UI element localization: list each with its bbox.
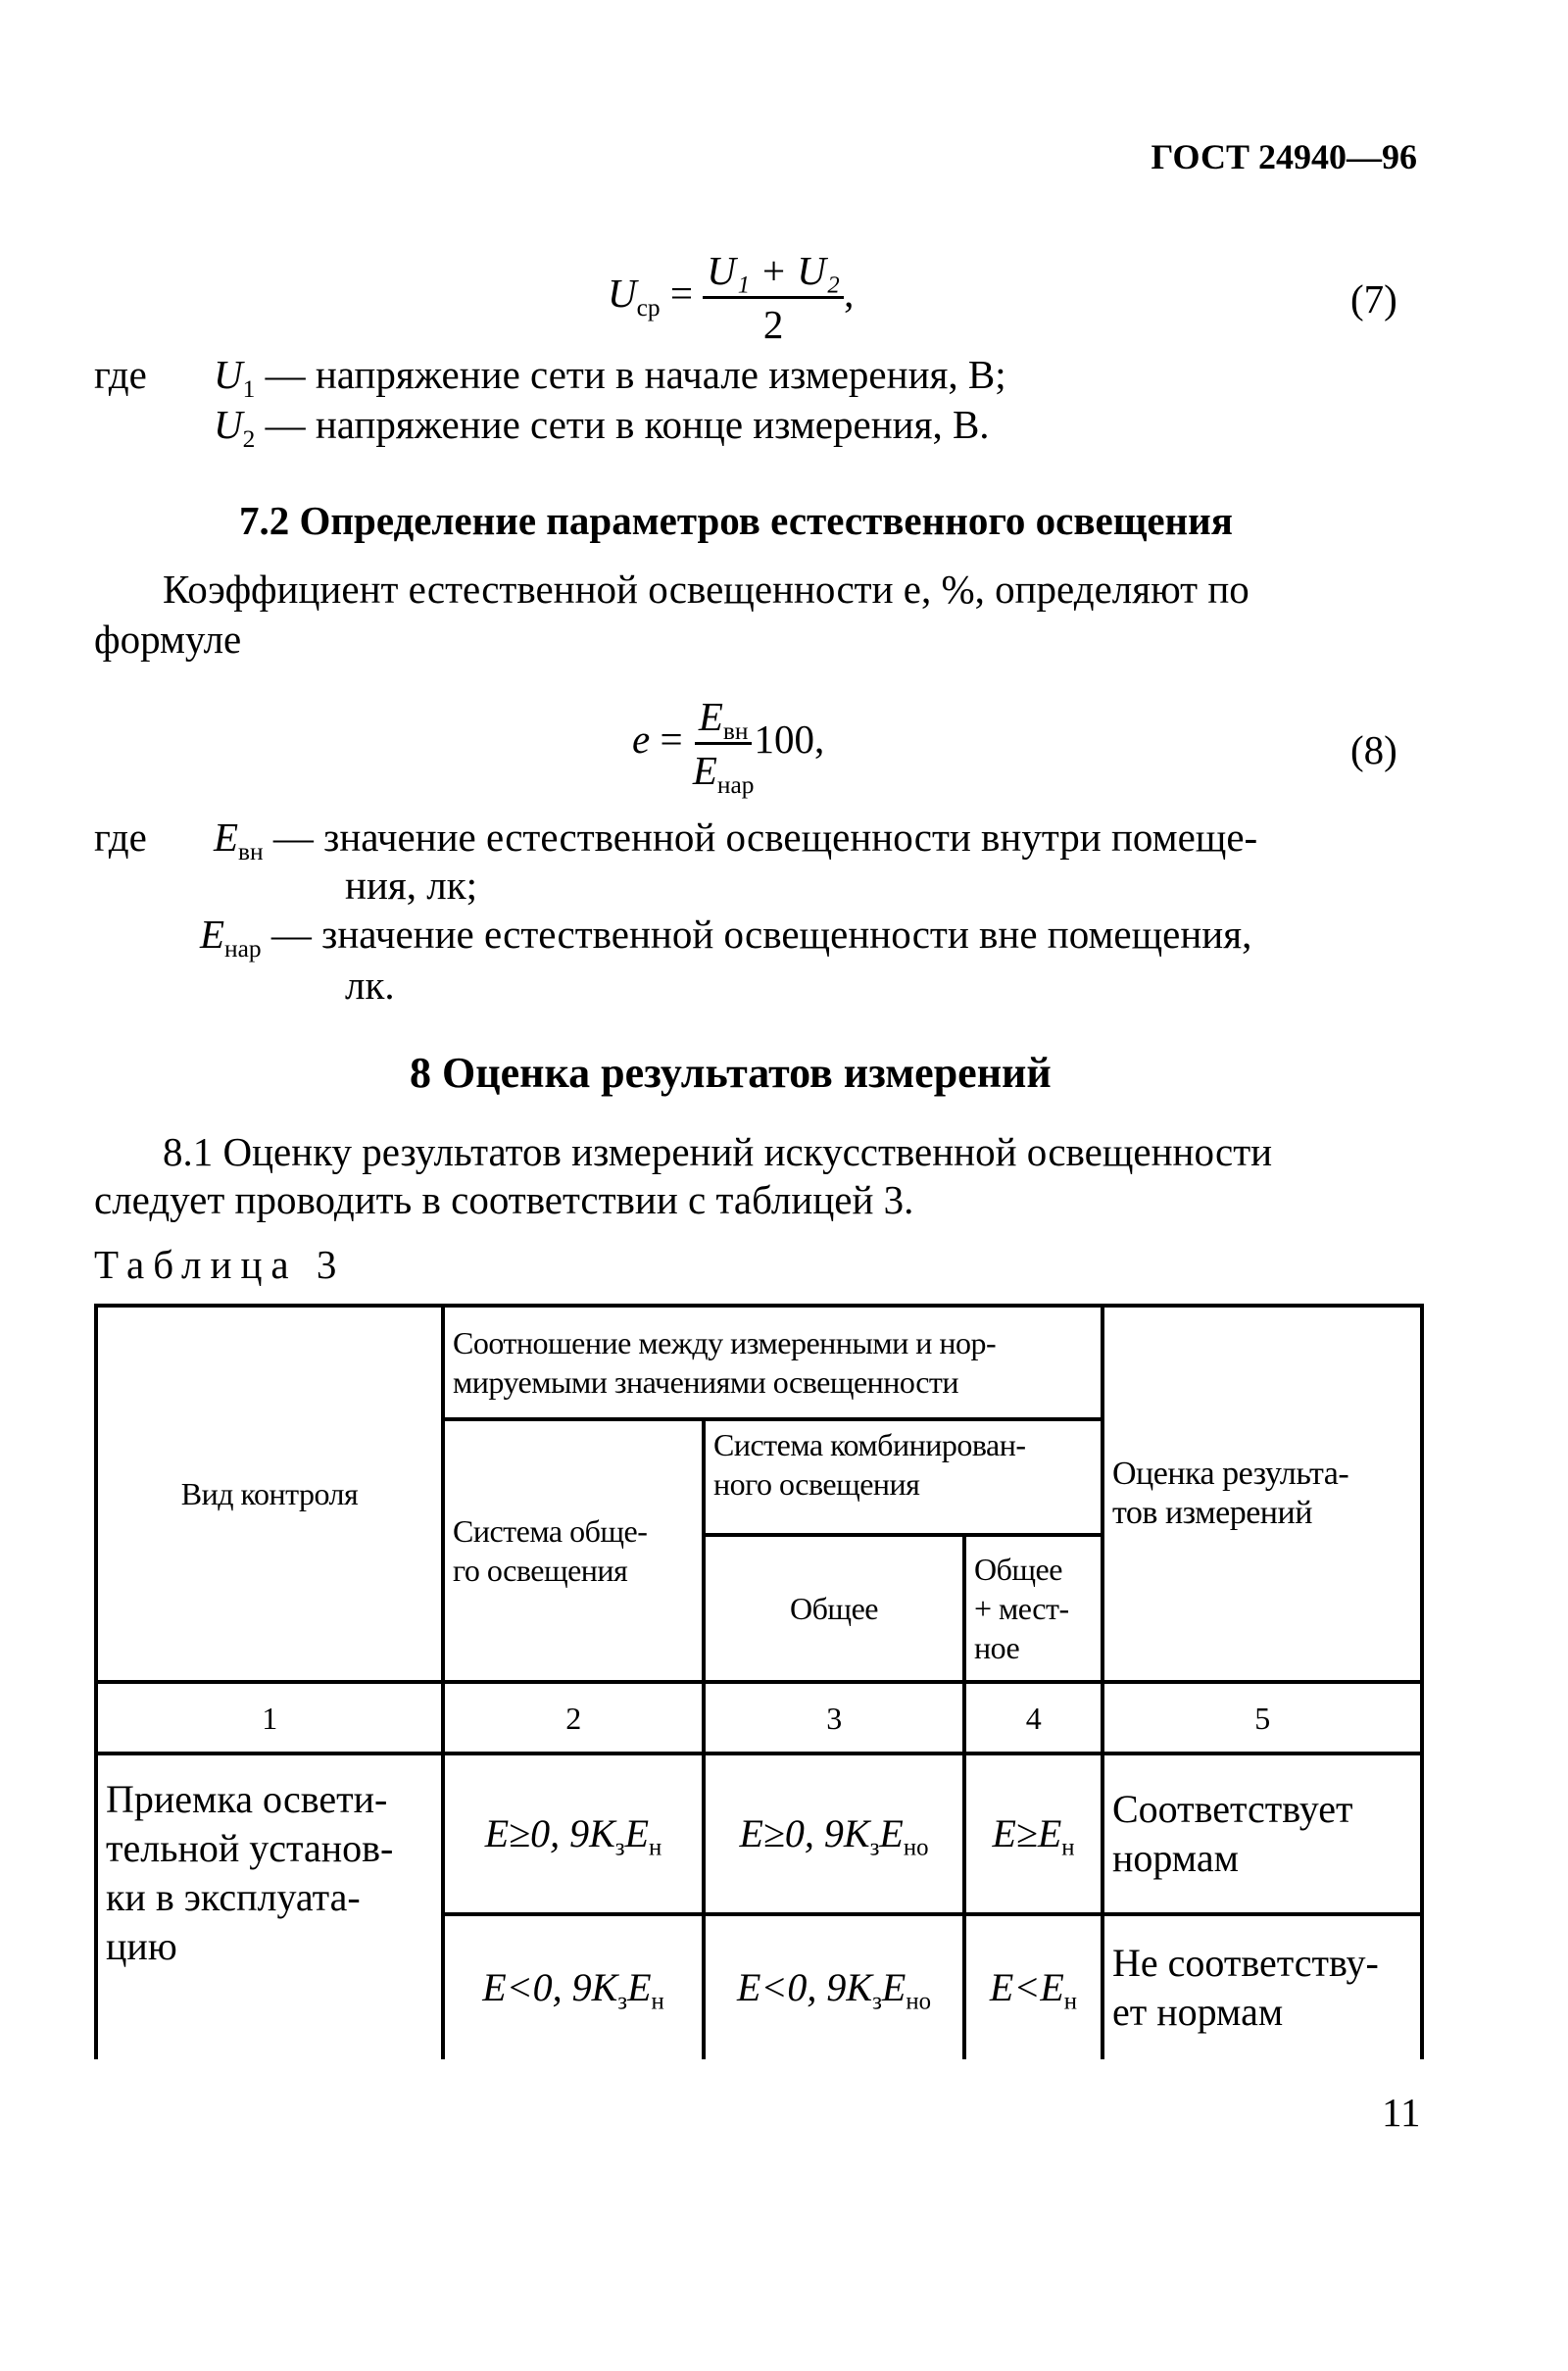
page-number: 11	[1382, 2090, 1421, 2135]
formula-7	[608, 245, 854, 350]
expr: E<0, 9K	[482, 1965, 618, 2009]
sub: з	[869, 1834, 880, 1861]
header-ratio: Соотношение между измеренными и нор- мируемыми значениями освещенности	[443, 1306, 1102, 1419]
where-item	[200, 910, 1252, 963]
expr: E	[879, 1811, 904, 1855]
row-label: Приемка освети- тельной установ- ки в эксплуата- цию	[96, 1754, 443, 2059]
formula-tail: ,	[844, 270, 855, 316]
column-number: 1	[96, 1682, 443, 1754]
definition: — значение естественной освещенности внутри помеще-	[272, 815, 1258, 860]
formula-tail: 100,	[754, 716, 825, 762]
column-number: 4	[964, 1682, 1102, 1754]
sub: н	[1061, 1834, 1075, 1861]
numerator: U₁ + U₂	[703, 245, 844, 299]
subscript: нар	[716, 770, 755, 799]
column-number: 5	[1102, 1682, 1422, 1754]
expr: E≥0, 9K	[739, 1811, 870, 1855]
header-control-type: Вид контроля	[96, 1306, 443, 1682]
symbol: U	[214, 352, 243, 397]
expr: E<E	[989, 1965, 1064, 2009]
header-combined-system: Система комбинирован- ного освещения	[704, 1419, 1102, 1535]
cell-combined-general	[704, 1914, 964, 2059]
definition-continuation: лк.	[345, 963, 395, 1008]
section-heading-8: 8 Оценка результатов измерений	[410, 1049, 1052, 1097]
sub: н	[651, 1988, 664, 2015]
fraction	[692, 691, 755, 799]
denominator	[692, 745, 755, 799]
where-item	[214, 813, 1258, 865]
column-number: 2	[443, 1682, 704, 1754]
header-general-local: Общее + мест- ное	[964, 1535, 1102, 1682]
sub: н	[1063, 1988, 1078, 2015]
formula-eq: =	[650, 716, 693, 762]
formula-symbol: U	[608, 270, 637, 316]
formula-symbol: e	[632, 716, 651, 762]
sub: н	[649, 1834, 662, 1861]
table-caption: Таблица 3	[94, 1242, 346, 1287]
paragraph-line: формуле	[94, 617, 242, 662]
symbol: E	[698, 694, 723, 739]
cell-combined-general	[704, 1754, 964, 1914]
cell-result: Не соответству- ет нормам	[1102, 1914, 1422, 2059]
sub: з	[617, 1988, 628, 2015]
numerator	[695, 691, 753, 745]
document-id-header: ГОСТ 24940—96	[1151, 137, 1417, 176]
definition: — значение естественной освещенности вне помещения,	[270, 912, 1252, 957]
formula-8	[632, 691, 825, 799]
where-item	[214, 400, 990, 453]
paragraph-line: Коэффициент естественной освещенности e, %, определяют по	[163, 567, 1250, 612]
cell-combined-local	[964, 1914, 1102, 2059]
formula-number-7: (7)	[1350, 276, 1397, 321]
expr: E≥0, 9K	[484, 1811, 615, 1855]
paragraph-line: следует проводить в соответствии с таблицей 3.	[94, 1177, 914, 1222]
formula-subscript: ср	[636, 293, 661, 321]
subscript: вн	[722, 716, 749, 745]
where-label: где	[94, 815, 147, 860]
header-result: Оценка результа- тов измерений	[1102, 1306, 1422, 1682]
symbol: E	[692, 748, 717, 793]
sub: з	[872, 1988, 882, 2015]
sub: з	[614, 1834, 625, 1861]
cell-combined-local	[964, 1754, 1102, 1914]
cell-result: Соответствует нормам	[1102, 1754, 1422, 1914]
where-label: где	[94, 352, 147, 397]
sub: но	[903, 1834, 929, 1861]
table-3	[94, 1304, 1424, 2059]
symbol: E	[214, 815, 239, 860]
sub: но	[906, 1988, 931, 2015]
where-item	[214, 350, 1006, 403]
formula-eq: =	[660, 270, 704, 316]
fraction	[703, 245, 844, 350]
symbol-subscript: 1	[242, 374, 256, 403]
symbol: U	[214, 402, 243, 447]
cell-general	[443, 1914, 704, 2059]
expr: E≥E	[992, 1811, 1062, 1855]
definition: — напряжение сети в начале измерения, В;	[265, 352, 1006, 397]
header-general: Общее	[704, 1535, 964, 1682]
definition-continuation: ния, лк;	[345, 863, 478, 908]
symbol-subscript: вн	[238, 837, 264, 865]
symbol-subscript: 2	[242, 424, 256, 453]
cell-general	[443, 1754, 704, 1914]
header-general-system: Система обще- го освещения	[443, 1419, 704, 1682]
expr: E	[624, 1811, 650, 1855]
expr: E<0, 9K	[736, 1965, 873, 2009]
definition: — напряжение сети в конце измерения, В.	[265, 402, 990, 447]
table-row	[96, 1754, 1422, 1914]
expr: E	[881, 1965, 906, 2009]
section-heading-7-2: 7.2 Определение параметров естественного освещения	[239, 498, 1233, 543]
formula-number-8: (8)	[1350, 727, 1397, 772]
denominator: 2	[762, 302, 784, 347]
expr: E	[627, 1965, 652, 2009]
symbol-subscript: нар	[224, 934, 262, 963]
symbol: E	[200, 912, 225, 957]
paragraph-line: 8.1 Оценку результатов измерений искусственной освещенности	[163, 1129, 1273, 1174]
column-number: 3	[704, 1682, 964, 1754]
